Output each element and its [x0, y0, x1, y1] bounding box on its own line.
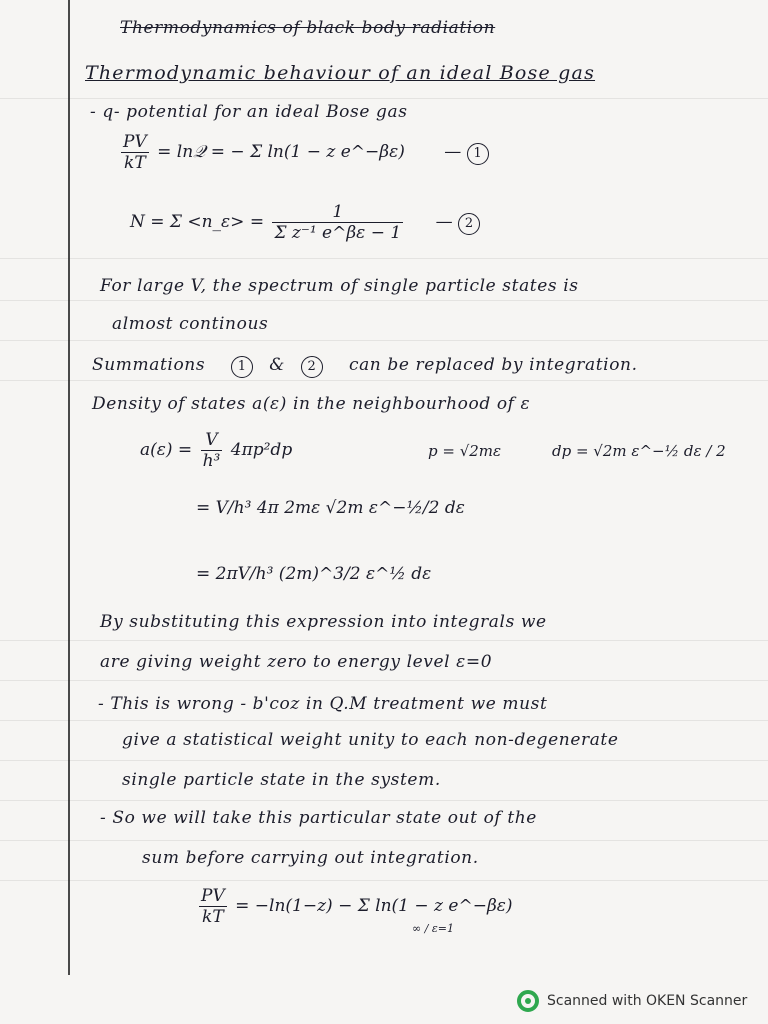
final-sum-limits: ∞ / ε=1: [412, 922, 454, 935]
a-eps-fraction: [201, 430, 223, 471]
equation-line-2: = V/h³ 4π 2mε √2m ε^−½/2 dε: [196, 498, 465, 518]
eq2-lhs: N = Σ <n_ε> =: [130, 212, 265, 232]
eq2-tag: 2: [458, 213, 480, 235]
final-equation: [196, 886, 513, 927]
eq1-denominator: kT: [124, 153, 146, 173]
so-text: - So we will take this particular state out of the: [100, 808, 537, 828]
ruled-line: [0, 880, 768, 881]
ruled-line: [0, 720, 768, 721]
substituting-text: By substituting this expression into integrals we: [100, 612, 547, 632]
eq2-numerator: 1: [272, 202, 403, 223]
single-text: single particle state in the system.: [122, 770, 441, 790]
sum-text: sum before carrying out integration.: [142, 848, 479, 868]
a-eps-lhs: a(ε) =: [140, 440, 193, 460]
density-text: Density of states a(ε) in the neighbourhood of ε: [92, 394, 531, 414]
eq1-numerator: PV: [123, 132, 147, 152]
eq1-fraction: [121, 132, 149, 173]
ruled-line: [0, 840, 768, 841]
summations-word: Summations: [92, 355, 206, 375]
final-denominator: kT: [202, 907, 224, 927]
ruled-line: [0, 800, 768, 801]
equation-1: $\frac{PV}{kT}$ = ln𝒬 = − Σ ln(1 − z e^−βε) — 1: [118, 132, 489, 173]
ruled-line: [0, 680, 768, 681]
eq2-fraction: [272, 202, 403, 243]
summations-line: Summations 1 & 2 can be replaced by integration.: [92, 355, 638, 378]
a-eps-rest: 4πp²dp: [230, 440, 293, 460]
ruled-line: [0, 340, 768, 341]
eq2-denominator: Σ z⁻¹ e^βε − 1: [274, 223, 402, 243]
margin-line: [68, 0, 70, 975]
equation-2: N = Σ <n_ε> = $\frac{1}{\text{Σ z⁻¹ e\textasciicircum{}βε − 1}}$ — 2: [130, 202, 480, 243]
final-rhs: = −ln(1−z) − Σ ln(1 − z e^−βε): [235, 896, 513, 916]
ref-tag-2: 2: [301, 356, 323, 378]
a-eps-denominator: h³: [202, 451, 221, 471]
ruled-line: [0, 640, 768, 641]
eq1-tag: 1: [467, 143, 489, 165]
wrong-text: - This is wrong - b'coz in Q.M treatment we must: [98, 694, 548, 714]
give-text: give a statistical weight unity to each non-degenerate: [122, 730, 619, 750]
page-title: Thermodynamics of black body radiation: [120, 18, 496, 38]
scanner-footer: [517, 990, 747, 1012]
q-potential-text: - q- potential for an ideal Bose gas: [90, 102, 408, 122]
weight-text: are giving weight zero to energy level ε=0: [100, 652, 493, 672]
ruled-line: [0, 760, 768, 761]
equation-line-3: = 2πV/h³ (2m)^3/2 ε^½ dε: [196, 564, 432, 584]
final-numerator: PV: [201, 886, 225, 906]
eq1-rhs: = ln𝒬 = − Σ ln(1 − z e^−βε): [157, 142, 405, 162]
ref-tag-1: 1: [231, 356, 253, 378]
section-heading: Thermodynamic behaviour of an ideal Bose gas: [85, 62, 596, 84]
final-fraction: [199, 886, 227, 927]
ruled-line: [0, 380, 768, 381]
scanner-logo-icon: [517, 990, 539, 1012]
ruled-line: [0, 300, 768, 301]
a-eps-equation: [140, 430, 292, 471]
ruled-line: [0, 98, 768, 99]
dp-definition: dp = √2m ε^−½ dε / 2: [552, 442, 726, 460]
a-eps-numerator: V: [201, 430, 223, 451]
continuous-text: almost continous: [112, 314, 269, 334]
scanner-label: Scanned with OKEN Scanner: [547, 993, 748, 1009]
ruled-line: [0, 258, 768, 259]
summations-rest: can be replaced by integration.: [348, 355, 638, 375]
large-v-text: For large V, the spectrum of single particle states is: [100, 276, 579, 296]
p-definition: p = √2mε: [428, 442, 502, 460]
